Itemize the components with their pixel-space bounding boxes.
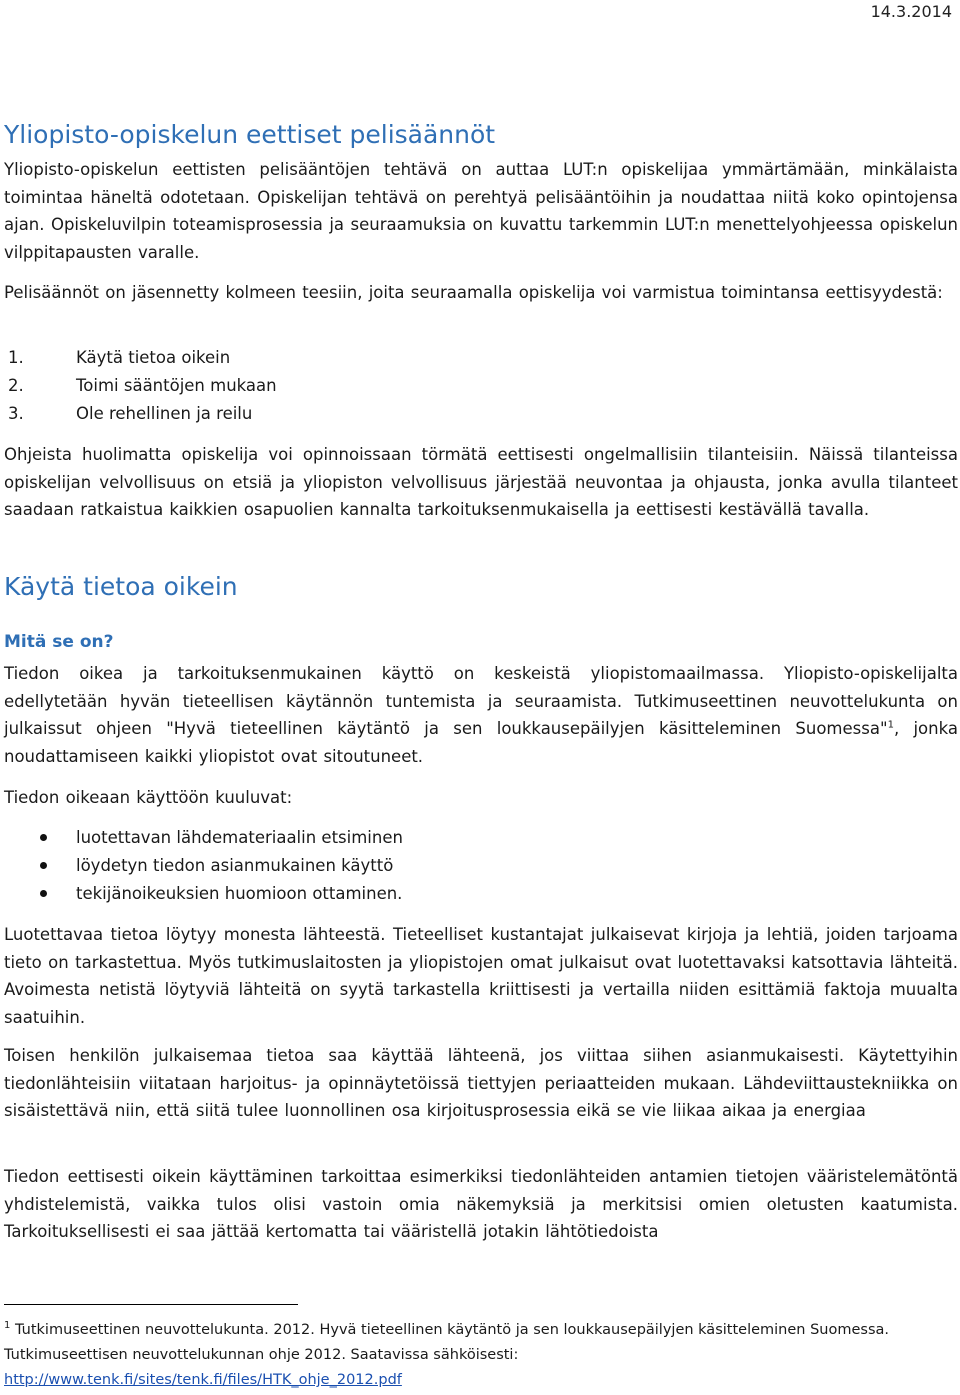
list-item — [4, 880, 604, 908]
paragraph-text: Tiedon oikea ja tarkoituksenmukainen käyttö on keskeistä yliopistomaailmassa. Yliopisto-opiskelijalta edellytetään hyvän tieteellisen käytännön tuntemista ja seuraamista. Tutkimuseettinen neuvottelukunta on julkaissut ohjeen "Hyvä tieteellinen käytäntö ja sen loukkausepäilyjen käsitteleminen Suomessa" — [4, 664, 958, 738]
section-subheading: Mitä se on? — [4, 632, 114, 652]
theses-list — [4, 344, 404, 428]
list-text: Käytä tietoa oikein — [76, 348, 231, 367]
intro-paragraph-1: Yliopisto-opiskelun eettisten pelisääntöjen tehtävä on auttaa LUT:n opiskelijaa ymmärtämään, minkälaista toimintaa häneltä odotetaan. Opiskelijan tehtävä on perehtyä pelisääntöihin ja noudattaa niitä koko opintojensa ajan. Opiskeluvilpin toteamisprosessia ja seuraamuksia on kuvattu tarkemmin LUT:n menettelyohjeessa opiskelun vilppitapausten varalle. — [4, 160, 958, 262]
footnote — [4, 1318, 954, 1393]
list-item — [4, 400, 404, 428]
document-title: Yliopisto-opiskelun eettiset pelisäännöt — [4, 120, 496, 149]
footnote-text: Tutkimuseettinen neuvottelukunta. 2012. Hyvä tieteellinen käytäntö ja sen loukkausepäilyjen käsitteleminen Suomessa. Tutkimuseettisen neuvottelukunnan ohje 2012. Saatavissa sähköisesti: — [4, 1322, 889, 1363]
list-number: 2. — [8, 376, 24, 395]
list-item — [4, 824, 604, 852]
list-intro: Tiedon oikeaan käyttöön kuuluvat: — [4, 788, 293, 807]
section-paragraph-2: Luotettavaa tietoa löytyy monesta lähteestä. Tieteelliset kustantajat julkaisevat kirjoja ja lehtiä, joiden tarjoama tieto on tarkastettua. Myös tutkimuslaitosten ja yliopistojen omat julkaisut ovat luotettavaksi katsottavia lähteitä. Avoimesta netistä löytyviä lähteitä on syytä tarkastella kriittisesti ja vertailla niiden esittämiä faktoja muualta saatuihin. — [4, 925, 958, 1027]
guidance-paragraph: Ohjeista huolimatta opiskelija voi opinnoissaan törmätä eettisesti ongelmallisiin tilanteisiin. Näissä tilanteissa opiskelijan velvollisuus on etsiä ja yliopiston velvollisuus järjestää neuvontaa ja ohjausta, jonka avulla tilanteet saadaan ratkaistua kaikkien osapuolien kannalta tarkoituksenmukaisella ja eettisesti kestävällä tavalla. — [4, 445, 958, 519]
section-paragraph-3: Toisen henkilön julkaisemaa tietoa saa käyttää lähteenä, jos viittaa siihen asianmukaisesti. Käytettyihin tiedonlähteisiin viitataan harjoitus- ja opinnäytetöissä tiettyjen periaatteiden mukaan. Lähdeviittaustekniikka on sisäistettävä niin, että siitä tulee luonnollinen osa kirjoitusprosessia eikä se vie liikaa aikaa ja energiaa — [4, 1046, 958, 1120]
bullet-icon — [40, 862, 47, 869]
footnote-reference: 1 — [887, 719, 894, 731]
bullet-icon — [40, 890, 47, 897]
footnote-divider — [4, 1304, 298, 1305]
intro-paragraph-2: Pelisäännöt on jäsennetty kolmeen teesiin, joita seuraamalla opiskelija voi varmistua toimintansa eettisyydestä: — [4, 283, 943, 302]
list-text: löydetyn tiedon asianmukainen käyttö — [76, 856, 394, 875]
list-text: Toimi sääntöjen mukaan — [76, 376, 277, 395]
list-text: Ole rehellinen ja reilu — [76, 404, 253, 423]
bullet-list — [4, 824, 604, 908]
section-heading: Käytä tietoa oikein — [4, 572, 238, 601]
list-text: tekijänoikeuksien huomioon ottaminen. — [76, 884, 403, 903]
section-paragraph-1 — [4, 660, 958, 770]
list-number: 1. — [8, 348, 24, 367]
footnote-number: 1 — [4, 1320, 11, 1332]
list-item — [4, 344, 404, 372]
list-text: luotettavan lähdemateriaalin etsiminen — [76, 828, 403, 847]
list-item — [4, 852, 604, 880]
page-date: 14.3.2014 — [870, 2, 952, 21]
list-item — [4, 372, 404, 400]
footnote-link[interactable]: http://www.tenk.fi/sites/tenk.fi/files/HTK_ohje_2012.pdf — [4, 1372, 402, 1388]
section-paragraph-4: Tiedon eettisesti oikein käyttäminen tarkoittaa esimerkiksi tiedonlähteiden antamien tietojen vääristelemätöntä yhdistelemistä, vaikka tulos olisi vastoin omia näkemyksiä ja merkitsisi omien oletusten kaatumista. Tarkoituksellisesti ei saa jättää kertomatta tai vääristellä jotakin lähtötiedoista — [4, 1167, 958, 1241]
list-number: 3. — [8, 404, 24, 423]
paragraph-text-end: , jonka noudattamiseen kaikki yliopistot ovat sitoutuneet. — [4, 719, 958, 766]
bullet-icon — [40, 834, 47, 841]
